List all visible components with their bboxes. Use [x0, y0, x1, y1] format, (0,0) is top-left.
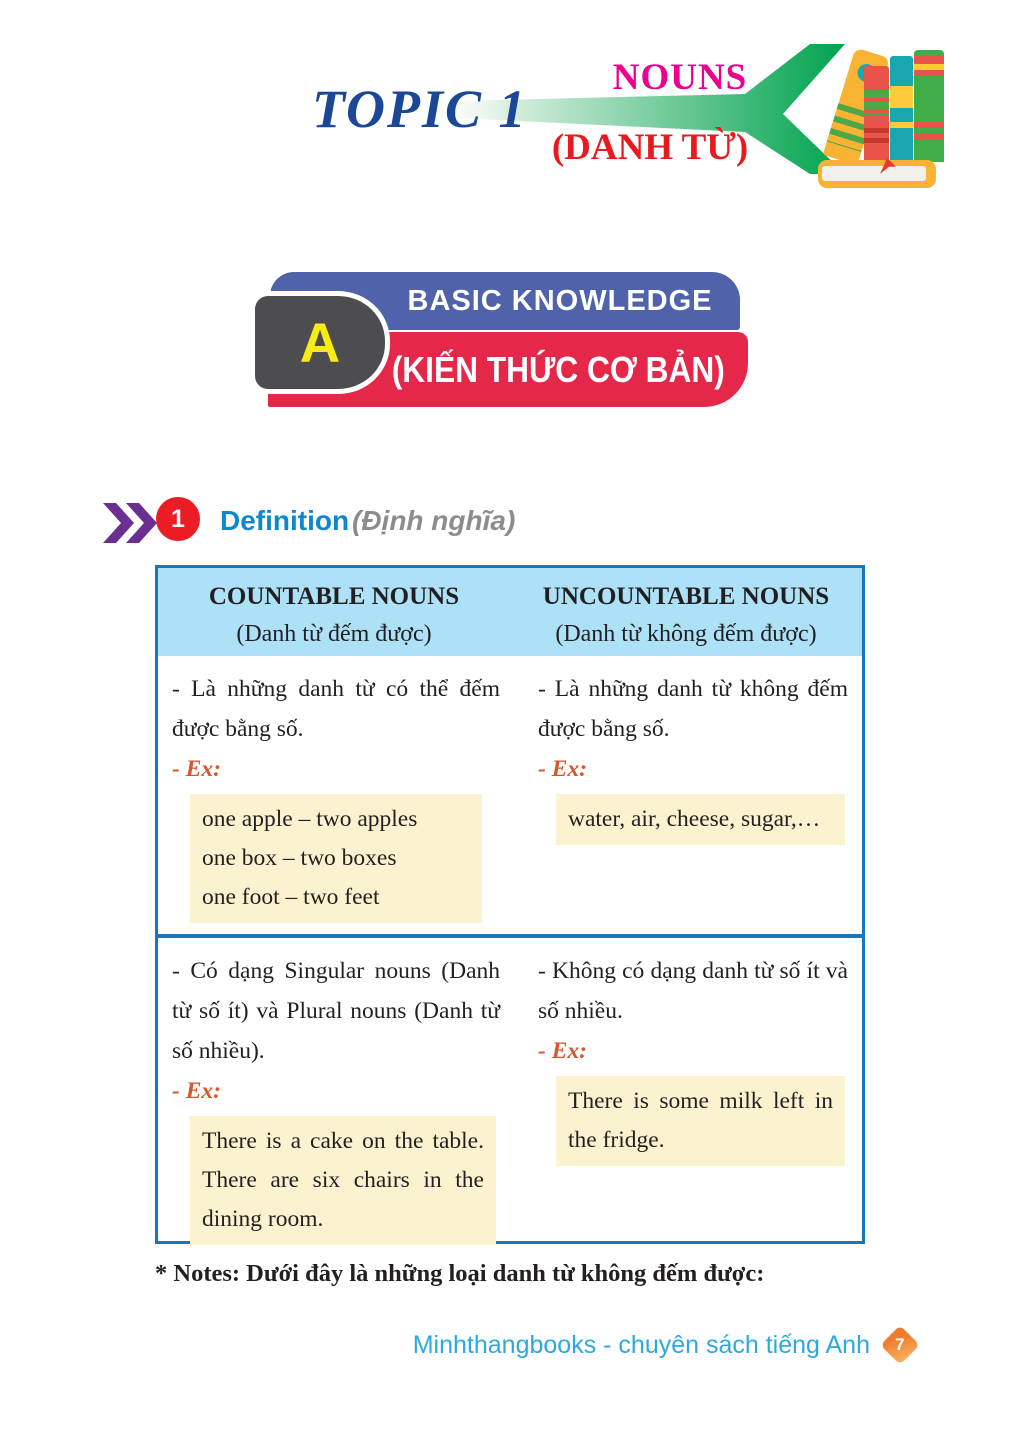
- example-label: - Ex:: [538, 756, 587, 782]
- banner-title: BASIC KNOWLEDGE: [407, 284, 713, 317]
- footer-text: Minhthangbooks - chuyên sách tiếng Anh: [412, 1330, 870, 1359]
- section-number-badge: 1: [156, 497, 200, 541]
- cell-text: - Là những danh từ không đếm được bằng số.: [538, 676, 848, 742]
- example-label: - Ex:: [538, 1038, 587, 1064]
- banner-letter-tab: [250, 291, 390, 394]
- banner-letter: A: [299, 310, 341, 374]
- table-header-row: [158, 568, 862, 656]
- example-label: - Ex:: [172, 1078, 221, 1104]
- table-row: [158, 656, 862, 934]
- cell-countable-forms: [158, 938, 510, 1255]
- definition-table: [155, 565, 865, 1244]
- header-subtitle: (DANH TỪ): [551, 127, 749, 168]
- cell-text: - Là những danh từ có thể đếm được bằng số.: [172, 676, 500, 742]
- notes-line: * Notes: Dưới đây là những loại danh từ không đếm được:: [155, 1260, 765, 1287]
- banner-subtitle: (KIẾN THỨC CƠ BẢN): [391, 348, 725, 390]
- cell-uncountable-definition: [510, 656, 862, 934]
- example-box: There is some milk left in the fridge.: [556, 1076, 845, 1166]
- cell-text: - Có dạng Singular nouns (Danh từ số ít) và Plural nouns (Danh từ số nhiều).: [172, 958, 500, 1064]
- cell-countable-definition: [158, 656, 510, 934]
- page-number-badge: 7: [880, 1325, 920, 1365]
- cell-uncountable-forms: [510, 938, 862, 1255]
- teal-book-icon: [890, 56, 913, 162]
- double-chevron-icon: [103, 500, 157, 546]
- table-header-countable: COUNTABLE NOUNS (Danh từ đếm được): [208, 583, 460, 647]
- green-book-icon: [914, 50, 944, 162]
- header-title: NOUNS: [612, 57, 748, 98]
- table-row: [158, 938, 862, 1255]
- topic-label: TOPIC 1: [312, 79, 528, 139]
- cell-text: - Không có dạng danh từ số ít và số nhiều.: [538, 958, 848, 1024]
- red-book-icon: [864, 66, 889, 162]
- books-stack-icon: [828, 50, 940, 172]
- section-title: Definition: [220, 505, 350, 536]
- section-subtitle: (Định nghĩa): [352, 505, 516, 536]
- example-box: water, air, cheese, sugar,…: [556, 794, 845, 845]
- example-box: one apple – two apples one box – two boxes one foot – two feet: [190, 794, 482, 923]
- example-label: - Ex:: [172, 756, 221, 782]
- table-header-uncountable: UNCOUNTABLE NOUNS (Danh từ không đếm được): [542, 583, 830, 647]
- page-footer: [0, 1322, 1016, 1368]
- example-box: There is a cake on the table. There are six chairs in the dining room.: [190, 1116, 496, 1245]
